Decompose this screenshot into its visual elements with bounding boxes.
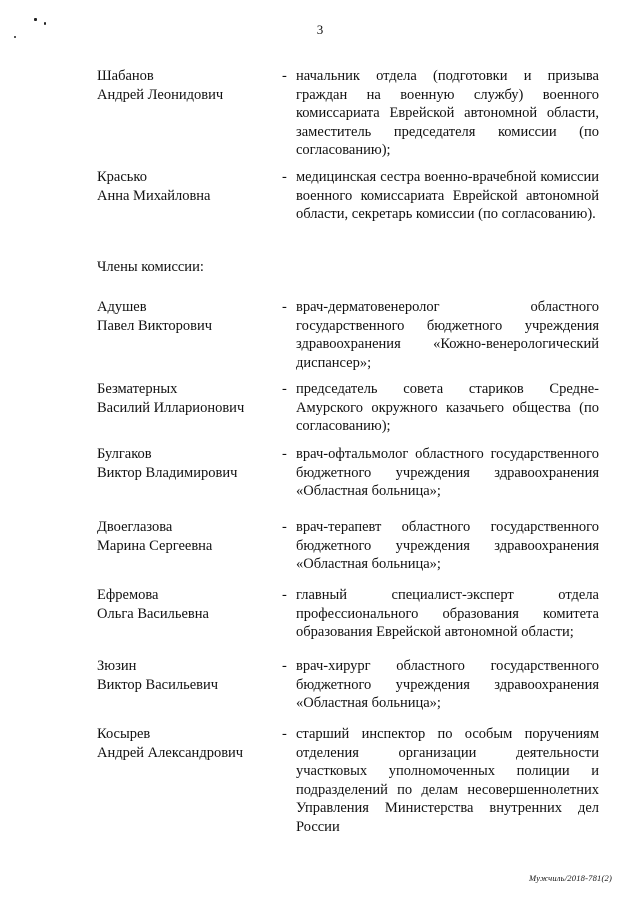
person-position: медицинская сестра военно-врачебной комиссии военного комиссариата Еврейской автономной области, секретарь комиссии (по согласованию). bbox=[296, 169, 599, 222]
person-name: Адушев Павел Викторович bbox=[97, 299, 213, 334]
document-footer-code: Мужчиль/2018-781(2) bbox=[529, 873, 612, 883]
person-position: председатель совета стариков Средне-Амурского окружного казачьего общества (по согласованию); bbox=[296, 381, 599, 434]
page-number: 3 bbox=[316, 22, 324, 37]
person-position: врач-терапевт областного государственного бюджетного учреждения здравоохранения «Областная больница»; bbox=[296, 519, 599, 572]
entry-dash: - bbox=[282, 68, 287, 84]
entry-dash: - bbox=[282, 587, 287, 603]
entry-dash: - bbox=[282, 381, 287, 397]
person-name: Безматерных Василий Илларионович bbox=[97, 381, 245, 416]
person-name: Косырев Андрей Александрович bbox=[97, 726, 244, 761]
entry-dash: - bbox=[282, 169, 287, 185]
person-name: Булгаков Виктор Владимирович bbox=[97, 446, 238, 481]
person-position: главный специалист-эксперт отдела профессионального образования комитета образования Еврейской автономной области; bbox=[296, 587, 599, 640]
entry-dash: - bbox=[282, 299, 287, 315]
person-name: Шабанов Андрей Леонидович bbox=[97, 68, 224, 103]
person-name: Красько Анна Михайловна bbox=[97, 169, 211, 204]
scan-speck bbox=[34, 18, 37, 21]
person-position: врач-дерматовенеролог областного государственного бюджетного учреждения здравоохранения «Кожно-венерологический диспансер»; bbox=[296, 299, 599, 371]
section-heading-members: Члены комиссии: bbox=[97, 259, 204, 275]
person-position: начальник отдела (подготовки и призыва граждан на военную службу) военного комиссариата Еврейской автономной области, заместитель председателя комиссии (по согласованию); bbox=[296, 68, 599, 158]
entry-dash: - bbox=[282, 446, 287, 462]
person-position: врач-хирург областного государственного бюджетного учреждения здравоохранения «Областная больница»; bbox=[296, 658, 599, 711]
entry-dash: - bbox=[282, 658, 287, 674]
person-name: Зюзин Виктор Васильевич bbox=[97, 658, 219, 693]
entry-dash: - bbox=[282, 519, 287, 535]
person-position: врач-офтальмолог областного государственного бюджетного учреждения здравоохранения «Областная больница»; bbox=[296, 446, 599, 499]
person-name: Ефремова Ольга Васильевна bbox=[97, 587, 209, 622]
person-position: старший инспектор по особым поручениям отделения организации деятельности участковых уполномоченных полиции и подразделений по делам несовершеннолетних Управления Министерства внутренних дел России bbox=[296, 726, 599, 835]
person-name: Двоеглазова Марина Сергеевна bbox=[97, 519, 213, 554]
entry-dash: - bbox=[282, 726, 287, 742]
